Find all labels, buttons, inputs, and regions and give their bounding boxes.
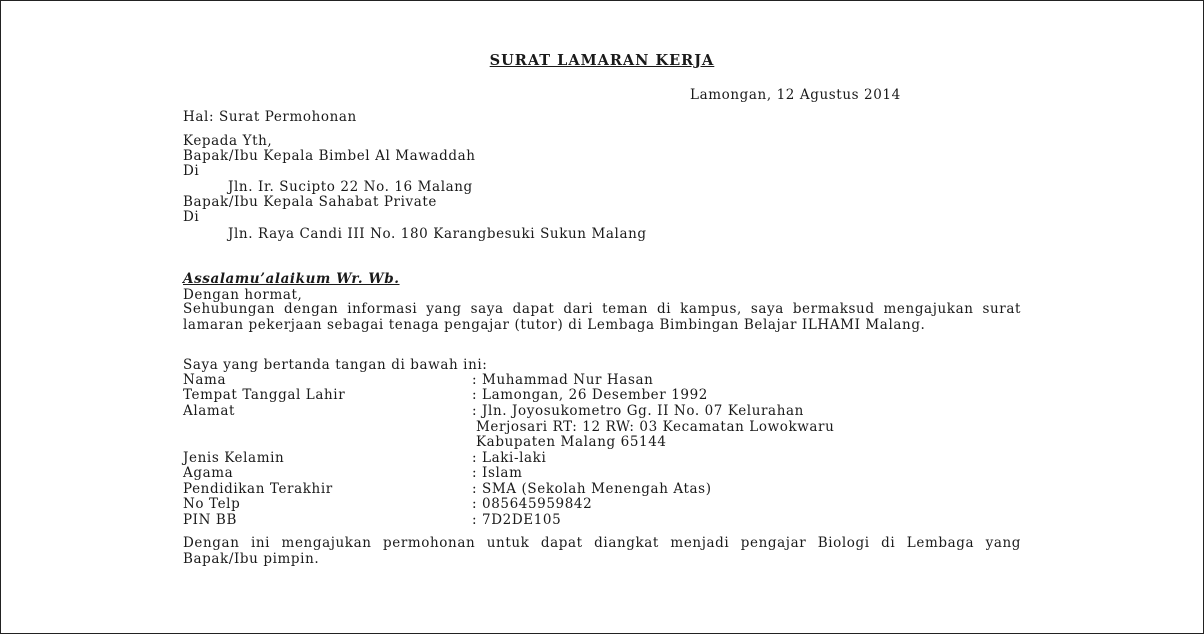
alamat-value-2: Merjosari RT: 12 RW: 03 Kecamatan Lowokwaru — [476, 419, 835, 435]
pin-value: : 7D2DE105 — [472, 512, 562, 528]
letter-date: Lamongan, 12 Agustus 2014 — [690, 87, 901, 103]
recipient-di-2: Di — [183, 209, 200, 225]
closing-paragraph: Dengan ini mengajukan permohonan untuk dapat diangkat menjadi pengajar Biologi di Lembaga yang Bapak/Ibu pimpin. — [183, 535, 1021, 567]
agama-value: : Islam — [472, 465, 523, 481]
agama-label: Agama — [183, 465, 234, 481]
alamat-label: Alamat — [183, 403, 235, 419]
recipient-address-1: Jln. Ir. Sucipto 22 No. 16 Malang — [228, 179, 473, 195]
recipient-di-1: Di — [183, 163, 200, 179]
ttl-value: : Lamongan, 26 Desember 1992 — [472, 387, 708, 403]
jk-label: Jenis Kelamin — [183, 450, 285, 466]
greeting: Assalamu’alaikum Wr. Wb. — [183, 271, 400, 287]
identity-intro: Saya yang bertanda tangan di bawah ini: — [183, 357, 488, 373]
recipient-line-1: Bapak/Ibu Kepala Bimbel Al Mawaddah — [183, 148, 476, 164]
recipient-salutation: Kepada Yth, — [183, 133, 273, 149]
alamat-value-1: : Jln. Joyosukometro Gg. II No. 07 Kelurahan — [472, 403, 804, 419]
jk-value: : Laki-laki — [472, 450, 547, 466]
telp-value: : 085645959842 — [472, 496, 593, 512]
pendidikan-value: : SMA (Sekolah Menengah Atas) — [472, 481, 712, 497]
opening: Dengan hormat, — [183, 287, 303, 303]
nama-label: Nama — [183, 372, 227, 388]
telp-label: No Telp — [183, 496, 241, 512]
pendidikan-label: Pendidikan Terakhir — [183, 481, 333, 497]
letter-subject: Hal: Surat Permohonan — [183, 109, 357, 125]
recipient-address-2: Jln. Raya Candi III No. 180 Karangbesuki Sukun Malang — [228, 226, 647, 242]
nama-value: : Muhammad Nur Hasan — [472, 372, 654, 388]
recipient-line-2: Bapak/Ibu Kepala Sahabat Private — [183, 194, 437, 210]
letter-title: SURAT LAMARAN KERJA — [489, 52, 715, 69]
intro-paragraph: Sehubungan dengan informasi yang saya dapat dari teman di kampus, saya bermaksud mengajukan surat lamaran pekerjaan sebagai tenaga pengajar (tutor) di Lembaga Bimbingan Belajar ILHAMI Malang. — [183, 301, 1021, 333]
alamat-value-3: Kabupaten Malang 65144 — [476, 434, 667, 450]
ttl-label: Tempat Tanggal Lahir — [183, 387, 346, 403]
pin-label: PIN BB — [183, 512, 237, 528]
